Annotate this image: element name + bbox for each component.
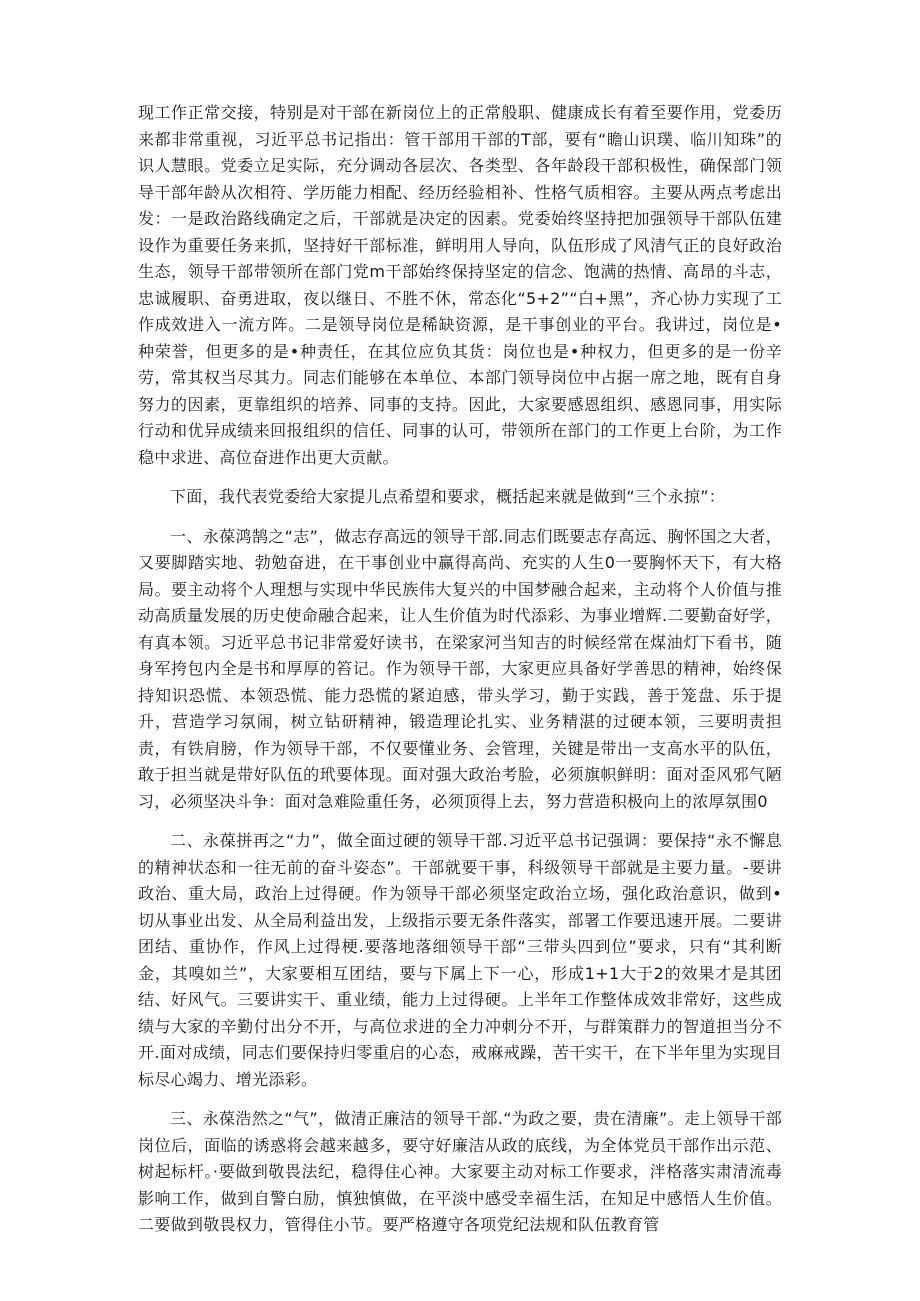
- paragraph-gap: [138, 471, 782, 484]
- document-page: [138, 100, 782, 1239]
- paragraph-gap: [138, 511, 782, 524]
- paragraph-gap: [138, 815, 782, 828]
- paragraph-point-two: 二、永葆拼再之“力”，做全面过硬的领导干部.习近平总书记强调：要保持“永不懈息的精神状态和一往无前的奋斗姿态”。干部就要干事，科级领导干部就是主要力量。-要讲政治、重大局，政治上过得硬。作为领导干部必须坚定政治立场，强化政治意识，做到•切从事业出发、从全局利益出发，上级指示要无条件落实，部署工作要迅速开展。二要讲团结、重协作，作风上过得梗.要落地落细领导干部“三带头四到位”要求，只有“其利断金，其嗅如兰”，大家要相互团结，要与下属上下一心，形成1+1大于2的效果才是其团结、好风气。三要讲实干、重业绩，能力上过得硬。上半年工作整体成效非常好，这些成绩与大家的辛勤付出分不开，与高位求进的全力冲刺分不开，与群策群力的智道担当分不开.面对成绩，同志们要保持归零重启的心态，戒麻戒躁，苦干实干，在下半年里为实现目标尽心竭力、增光添彩。: [138, 831, 782, 1089]
- paragraph-point-one: 一、永葆鸿鹄之“志”，做志存高远的领导干部.同志们既要志存高远、胸怀国之大者，又要脚踏实地、勃勉奋进，在干事创业中赢得高尚、充实的人生0一要胸怀天下，有大格局。要主动将个人理想与实现中华民族伟大复兴的中国梦融合起来，主动将个人价值与推动高质量发展的历史使命融合起来，让人生价值为时代添彩、为事业增辉.二要勤奋好学，有真本领。习近平总书记非常爱好读书，在梁家河当知吉的时候经常在煤油灯下看书，随身军挎包内全是书和厚厚的笞记。作为领导干部，大家更应具备好学善思的精神，始终保持知识恐慌、本领恐慌、能力恐慌的紧迫感，带头学习，勤于实践，善于笼盘、乐于提升，营造学习氛闹，树立钻研精神，锻造理论扎实、业务精湛的过硬本领，三要明责担责，有铁肩膀，作为领导干部，不仅要懂业务、会管理，关键是带出一支高水平的队伍，敢于担当就是带好队伍的玳要体现。面对强大政治考脸，必须旗帜鲜明：面对歪风邪气陋习，必须坚决斗争：面对急难险重任务，必须顶得上去，努力营造积极向上的浓厚氛围0: [138, 526, 782, 811]
- paragraph-point-three: 三、永葆浩然之“气”，做清正廉洁的领导干部.“为政之要，贵在清廉”。走上领导干部岗位后，面临的诱惑将会越来越多，要守好廉洁从政的底线，为全体党员干部作出示范、树起标杆。·要做到敬畏法纪，稳得住心神。大家要主动对标工作要求，泮格落实肃清流毒影响工作，做到自警白励，慎独慎做，在平淡中感受幸福生活，在知足中感悟人生价值。二要做到敬畏权力，管得住小节。要严格遵守各项党纪法规和队伍教育管: [138, 1109, 782, 1234]
- paragraph-gap: [138, 1093, 782, 1106]
- paragraph-requirements-intro: 下面，我代表党委给大家提儿点希望和要求，概括起来就是做到“三个永掠”：: [170, 487, 726, 506]
- paragraph-intro: 现工作正常交接，特别是对干部在新岗位上的正常般职、健康成长有着至要作用，党委历来都非常重视，习近平总书记指出：管干部用干部的T部，要有“瞻山识璞、临川知珠”的识人慧眼。党委立足实际，充分调动各层次、各类型、各年龄段干部积极性，确保部门领导干部年龄从次相符、学历能力相配、经历经验相补、性格气质相容。主要从两点考虑出发：一是政治路线确定之后，干部就是决定的因素。党委始终坚持把加强领导干部队伍建设作为重要任务来抓，坚持好干部标准，鲜明用人导向，队伍形成了风清气正的良好政治生态，领导干部带领所在部门党m干部始终保持坚定的信念、饱满的热情、高昂的斗志，忠诚履职、奋勇进取，夜以继日、不胜不休，常态化“5+2”“白+黑”，齐心协力实现了工作成效进入一流方阵。二是领导岗位是稀缺资源，是干事创业的平台。我讲过，岗位是•种荣誉，但更多的是•种责任，在其位应负其货：岗位也是•种权力，但更多的是一份辛劳，常其权当尽其力。同志们能够在本单位、本部门领导岗位中占据一席之地，既有自身努力的因素，更靠组织的培养、同事的支持。因此，大家要感恩组织、感恩同事，用实际行动和优异成绩来回报组织的信任、同事的认可，带领所在部门的工作更上台阶，为工作稳中求进、高位奋进作出更大贡献。: [138, 103, 782, 467]
